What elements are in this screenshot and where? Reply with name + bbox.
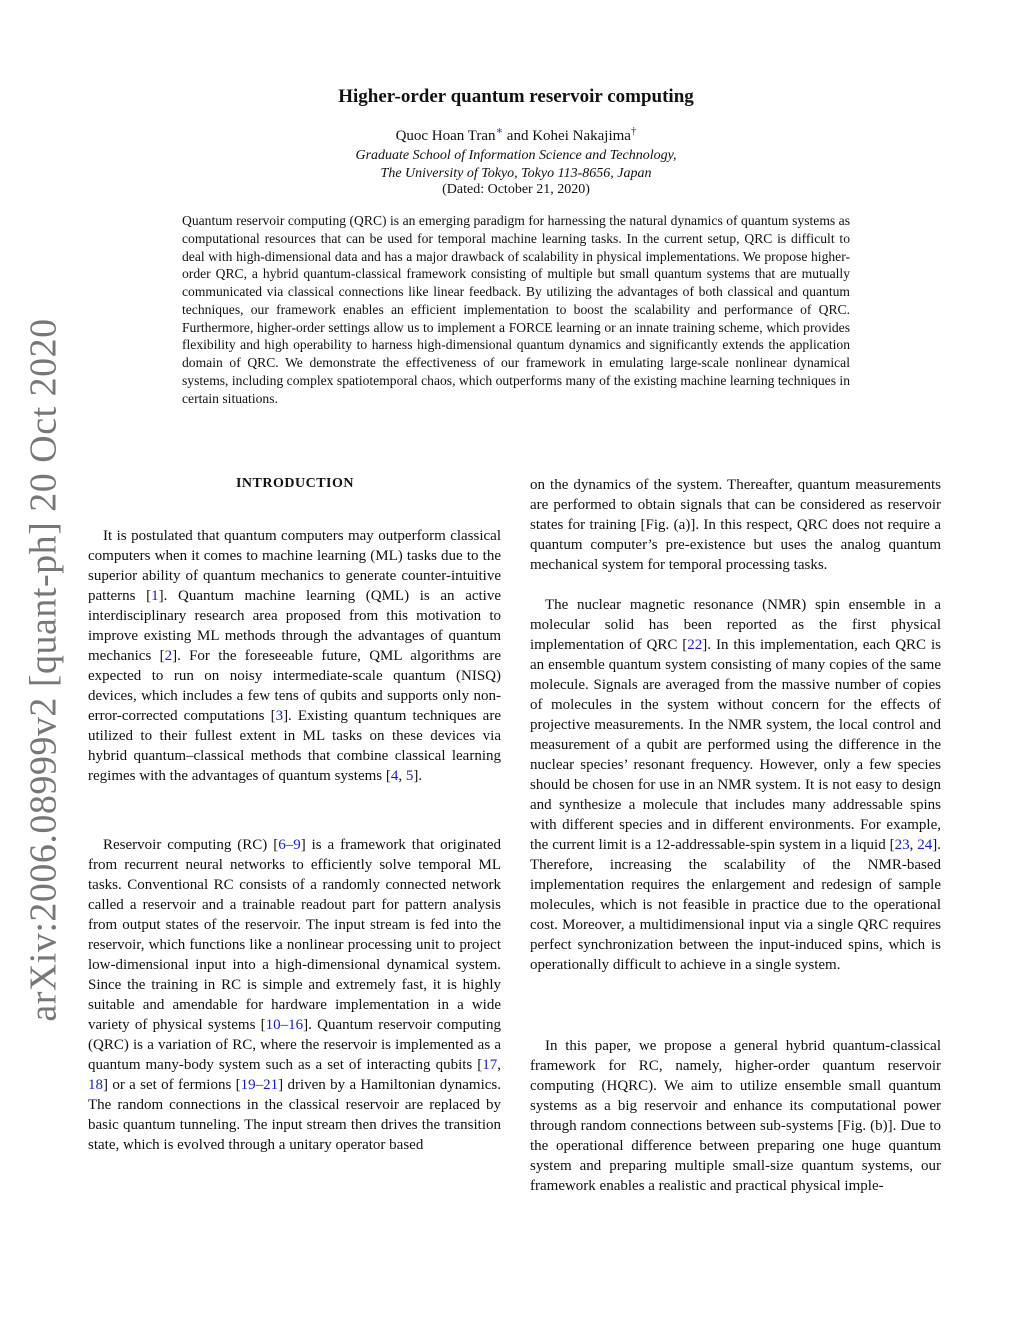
body-paragraph: on the dynamics of the system. Thereafter, quantum measurements are performed to obtain signals that can be considered as reservoir states for training [Fig. (a)]. In this respect, QRC does not require a quantum computer’s pre-existence but uses the analog quantum mechanical system for temporal processing tasks. <box>530 477 941 573</box>
citation-link[interactable]: 1 <box>151 588 159 604</box>
arxiv-side-stamp <box>8 318 80 1022</box>
citation-link[interactable]: 3 <box>275 708 284 724</box>
body-paragraph: In this paper, we propose a general hybrid quantum-classical framework for RC, namely, higher-order quantum reservoir computing (HQRC). We aim to utilize ensemble small quantum systems as a big reservoir and enhance its computational power through random connections between sub-systems [Fig. (b)]. Due to the operational difference between preparing one huge quantum system and preparing multiple small-size quantum systems, our framework enables a realistic and practical physical imple- <box>530 1038 941 1194</box>
citation-link[interactable]: 4 <box>390 768 399 784</box>
affiliation-line: The University of Tokyo, Tokyo 113-8656, Japan <box>380 166 652 181</box>
author-footnote-link[interactable]: ∗ <box>495 125 504 137</box>
arxiv-identifier: arXiv:2006.08999v2 [quant-ph] 20 Oct 2020 <box>23 318 65 1022</box>
section-heading: INTRODUCTION <box>235 476 354 491</box>
body-paragraph: Reservoir computing (RC) [6–9] is a framework that originated from recurrent neural networks to efficiently solve temporal ML tasks. Conventional RC consists of a randomly connected network called a reservoir and a trainable readout part for pattern analysis from output states of the reservoir. The input stream is fed into the reservoir, which functions like a nonlinear processing unit to project low-dimensional input into a high-dimensional dynamical system. Since the training in RC is simple and extremely fast, it is highly suitable and amendable for hardware implementation in a wide variety of physical systems [10–16]. Quantum reservoir computing (QRC) is a variation of RC, where the reservoir is implemented as a quantum many-body system such as a set of interacting qubits [17, 18] or a set of fermions [19–21] driven by a Hamiltonian dynamics. The random connections in the classical reservoir are replaced by basic quantum tunneling. The input stream then drives the transition state, which is evolved through a unitary operator based <box>88 837 501 1153</box>
author-footnote-link[interactable]: † <box>630 125 637 137</box>
affiliation-line: Graduate School of Information Science and Technology, <box>355 148 677 163</box>
paper-title: Higher-order quantum reservoir computing <box>338 86 694 107</box>
citation-link[interactable]: 10–16 <box>265 1017 304 1033</box>
citation-link[interactable]: 24 <box>917 837 933 853</box>
date-line: (Dated: October 21, 2020) <box>442 182 590 197</box>
abstract: Quantum reservoir computing (QRC) is an emerging paradigm for harnessing the natural dynamics of quantum systems as computational resources that can be used for temporal machine learning tasks. In the current setup, QRC is difficult to deal with high-dimensional data and has a major drawback of scalability in physical implementations. We propose higher-order QRC, a hybrid quantum-classical framework consisting of multiple but small quantum systems that are mutually communicated via classical connections like linear feedback. By utilizing the advantages of both classical and quantum techniques, our framework enables an efficient implementation to boost the scalability and performance of QRC. Furthermore, higher-order settings allow us to implement a FORCE learning or an innate training scheme, which provides flexibility and high operability to harness high-dimensional quantum dynamics and significantly extends the application domain of QRC. We demonstrate the effectiveness of our framework in emulating large-scale nonlinear dynamical systems, including complex spatiotemporal chaos, which outperforms many of the existing machine learning techniques in certain situations. <box>182 213 850 406</box>
body-paragraph: It is postulated that quantum computers may outperform classical computers when it comes to machine learning (ML) tasks due to the superior ability of quantum mechanics to generate counter-intuitive patterns [1]. Quantum machine learning (QML) is an active interdisciplinary research area proposed from this motivation to improve existing ML methods through the advantages of quantum mechanics [2]. For the foreseeable future, QML algorithms are expected to run on noisy intermediate-scale quantum (NISQ) devices, which includes a few tens of qubits and supports only non-error-corrected computations [3]. Existing quantum techniques are utilized to their fullest extent in ML tasks on these devices via hybrid quantum–classical methods that combine classical learning regimes with the advantages of quantum systems [4, 5]. <box>88 528 501 784</box>
author-line <box>180 127 852 145</box>
author-name: Kohei Nakajima <box>532 128 631 144</box>
citation-link[interactable]: 2 <box>164 648 173 664</box>
author-name: Quoc Hoan Tran <box>395 128 496 144</box>
citation-link[interactable]: 22 <box>687 637 703 653</box>
body-paragraph: The nuclear magnetic resonance (NMR) spin ensemble in a molecular solid has been reported as the first physical implementation of QRC [22]. In this implementation, each QRC is an ensemble quantum system consisting of many copies of the same molecule. Signals are averaged from the massive number of copies of molecules in the system without concern for the effects of projective measurements. In the NMR system, the local control and measurement of a qubit are performed using the difference in the nuclear species’ resonant frequency. However, only a few species should be chosen for use in an NMR system. It is not easy to design and synthesize a molecule that includes many addressable spins with different species and in different environments. For example, the current limit is a 12-addressable-spin system in a liquid [23, 24]. Therefore, increasing the scalability of the NMR-based implementation requires the enlargement and redesign of sample molecules, which is not feasible in practice due to the operational cost. Moreover, a multidimensional input via a single QRC requires perfect synchronization between the input-induced spins, which is operationally difficult to achieve in a single system. <box>530 597 941 973</box>
author-separator: and <box>503 128 533 144</box>
citation-link[interactable]: 18 <box>88 1077 103 1093</box>
citation-link[interactable]: 17 <box>482 1057 498 1073</box>
citation-link[interactable]: 23 <box>894 837 910 853</box>
citation-link[interactable]: 19–21 <box>240 1077 279 1093</box>
citation-link[interactable]: 5 <box>405 768 414 784</box>
citation-link[interactable]: 6–9 <box>278 837 301 853</box>
